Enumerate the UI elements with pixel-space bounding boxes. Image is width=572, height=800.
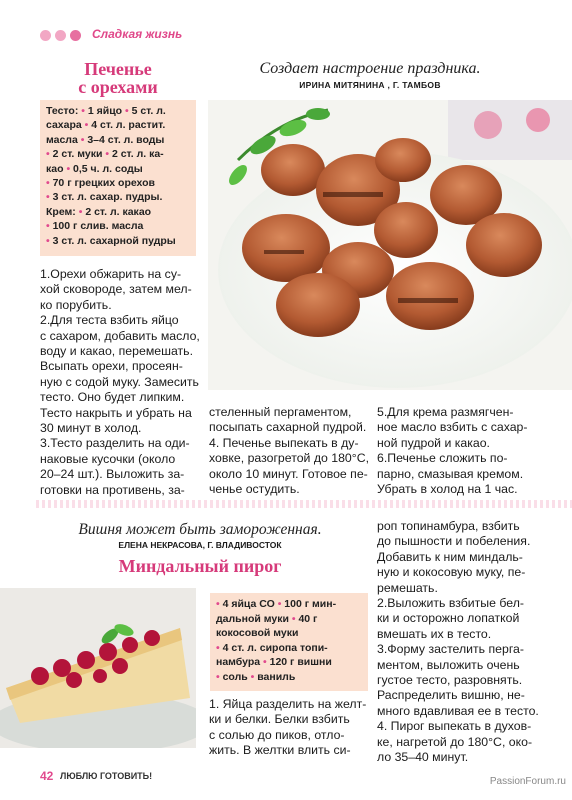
text-line: 5.Для крема размягчен- [377, 405, 514, 419]
ingredient-line [46, 205, 190, 219]
ingredient-text: 100 г мин- [284, 598, 337, 610]
text-line: Добавить к ним миндаль- [377, 549, 523, 564]
dot-icon [70, 30, 81, 41]
text-line: 4. Пирог выпекать в духов- [377, 719, 532, 734]
text-line: ную с содой муку. Замесить [40, 374, 199, 389]
recipe1-quote: Создает настроение праздника. [259, 60, 481, 77]
text-line: 3.Тесто разделить на оди- [40, 436, 190, 451]
text-line: Всыпать орехи, просеян- [40, 359, 183, 374]
bullet-icon: • [216, 641, 223, 654]
bullet-icon: • [84, 119, 92, 132]
ingredient-text: Тесто: [46, 105, 82, 117]
text-line: готовки на противень, за- [40, 482, 185, 497]
recipe2-steps-col3 [377, 519, 549, 766]
bullet-icon: • [46, 191, 53, 204]
ingredient-line [46, 118, 190, 132]
text-line: 30 минут в холод. [40, 421, 142, 436]
ingredient-line [216, 641, 362, 656]
bullet-icon: • [124, 105, 132, 117]
text-line: ной пудрой и какао. [377, 435, 490, 450]
section-label: Сладкая жизнь [92, 27, 183, 41]
recipe1-steps-col3 [377, 405, 547, 497]
ingredient-text: 40 г [298, 612, 318, 625]
page-number: 42 [40, 769, 54, 783]
text-line: ке, нагретой до 180°C, око- [377, 734, 533, 749]
ingredient-line [216, 597, 362, 612]
ingredient-text: 3 ст. л. сахар. пудры. [52, 191, 163, 204]
ingredient-text: 3–4 ст. л. воды [87, 133, 165, 146]
recipe2-quote: Вишня может быть замороженная. [78, 521, 322, 538]
recipe1-ingredients [40, 100, 196, 256]
text-line: 20–24 шт.). Выложить за- [40, 467, 185, 482]
cookies-photo [208, 100, 572, 390]
text-line: ную и кокосовую муку, пе- [377, 565, 526, 580]
ingredient-text: масла [46, 133, 81, 146]
ingredient-text: 2 ст. л. ка- [111, 148, 164, 161]
ingredient-line [46, 190, 190, 204]
ingredient-text: 4 яйца СО [222, 598, 278, 610]
ingredient-line [216, 612, 362, 627]
ingredient-line [46, 219, 190, 233]
ingredient-line [46, 176, 190, 190]
text-line: ховке, разогретой до 180°C, [209, 451, 369, 466]
ingredient-text: 1 яйцо [87, 105, 125, 117]
ingredient-text: 120 г вишни [269, 656, 332, 669]
bullet-icon: • [78, 205, 86, 218]
bullet-icon: • [250, 670, 258, 683]
text-line: ки и белки. Белки взбить [209, 712, 350, 727]
recipe2-ingredients [210, 593, 368, 691]
source-watermark: PassionForum.ru [489, 776, 566, 787]
text-line: парно, смазывая кремом. [377, 466, 524, 481]
text-line: стеленный пергаментом, [209, 405, 352, 419]
bullet-icon: • [46, 220, 53, 233]
text-line: ное масло взбить с сахар- [377, 420, 528, 435]
text-line: 3.Форму застелить перга- [377, 642, 524, 657]
text-line: 1. Яйца разделить на желт- [209, 697, 367, 711]
ingredient-line [46, 234, 190, 248]
text-line: роп топинамбура, взбить [377, 519, 520, 533]
ingredient-text: као [46, 162, 67, 175]
text-line: до пышности и побеления. [377, 534, 531, 549]
recipe1-title [38, 60, 198, 96]
text-line: много вдавливая ее в тесто. [377, 703, 539, 718]
text-line: около 10 минут. Готовое пе- [209, 466, 368, 481]
text-line: посыпать сахарной пудрой. [209, 420, 367, 435]
text-line: жить. В желтки влить си- [209, 743, 351, 758]
dot-icon [55, 30, 66, 41]
magazine-name: ЛЮБЛЮ ГОТОВИТЬ! [60, 771, 153, 781]
bullet-icon: • [81, 105, 88, 117]
text-line: Тесто накрыть и убрать на [40, 405, 192, 420]
recipe1-title-line1: Печенье [84, 59, 152, 79]
ingredient-text: Крем: [46, 205, 79, 218]
dot-icon [40, 30, 51, 41]
section-dots [40, 30, 81, 41]
ingredient-text: соль [222, 670, 251, 683]
ingredient-text: 3 ст. л. сахарной пудры [52, 234, 176, 247]
ingredient-text: ваниль [257, 670, 296, 683]
ingredient-text: 70 г грецких орехов [52, 177, 156, 190]
recipe1-author: ИРИНА МИТЯНИНА , Г. ТАМБОВ [299, 80, 441, 90]
ingredient-line [46, 147, 190, 161]
text-line: густое тесто, разровнять. [377, 673, 523, 688]
recipe1-steps-col1 [40, 267, 208, 498]
bullet-icon: • [66, 162, 74, 175]
ingredient-text: 2 ст. муки [52, 148, 106, 161]
ingredient-text: 5 ст. л. [131, 105, 166, 117]
bullet-icon: • [105, 148, 112, 161]
text-line: ки и осторожно лопаткой [377, 611, 520, 626]
ingredient-line [216, 626, 362, 641]
ingredient-line [46, 162, 190, 176]
bullet-icon: • [46, 234, 53, 247]
text-line: наковые кусочки (около [40, 451, 176, 466]
ingredient-text: 100 г слив. масла [52, 220, 144, 233]
bullet-icon: • [216, 670, 223, 683]
ingredient-text: кокосовой муки [216, 627, 299, 640]
text-line: тесто. Оно будет липким. [40, 390, 185, 405]
recipe1-title-line2: с орехами [78, 77, 158, 97]
bullet-icon: • [277, 598, 285, 610]
recipe2-steps-col2 [209, 697, 377, 759]
ingredient-text: 4 ст. л. сиропа топи- [222, 641, 328, 654]
text-line: вмешать их в тесто. [377, 626, 492, 641]
text-line: с солью до пиков, отло- [209, 727, 345, 742]
text-line: ментом, выложить очень [377, 657, 520, 672]
bullet-icon: • [46, 148, 53, 161]
text-line: с сахаром, добавить масло, [40, 328, 200, 343]
text-line: ко порубить. [40, 297, 112, 312]
text-line: ремешать. [377, 580, 438, 595]
recipe1-steps-col2 [209, 405, 377, 497]
ingredient-text: дальной муки [216, 612, 292, 625]
pie-photo [0, 588, 196, 748]
text-line: Распределить вишню, не- [377, 688, 525, 703]
bullet-icon: • [263, 656, 270, 669]
cookies-illustration [208, 100, 572, 390]
ingredient-text: сахара [46, 119, 85, 132]
ingredient-text: 0,5 ч. л. соды [73, 162, 143, 175]
ingredient-line [216, 670, 362, 685]
pie-illustration [0, 588, 196, 748]
ingredient-text: 4 ст. л. растит. [91, 119, 166, 132]
text-line: 2.Для теста взбить яйцо [40, 313, 179, 328]
bullet-icon: • [216, 598, 223, 610]
text-line: хой сковороде, затем мел- [40, 282, 192, 297]
section-divider [36, 500, 572, 508]
ingredient-line [216, 655, 362, 670]
recipe2-author: ЕЛЕНА НЕКРАСОВА, Г. ВЛАДИВОСТОК [118, 540, 282, 550]
recipe2-title: Миндальный пирог [118, 556, 282, 576]
text-line: ченье остудить. [209, 482, 300, 497]
text-line: воду и какао, перемешать. [40, 344, 193, 359]
text-line: 6.Печенье сложить по- [377, 451, 508, 466]
bullet-icon: • [291, 612, 299, 625]
bullet-icon: • [80, 133, 88, 146]
text-line: Убрать в холод на 1 час. [377, 482, 518, 497]
text-line: 1.Орехи обжарить на су- [40, 267, 182, 281]
ingredient-text: 2 ст. л. какао [85, 205, 152, 218]
bullet-icon: • [46, 177, 53, 190]
text-line: 2.Выложить взбитые бел- [377, 596, 524, 611]
ingredient-line [46, 104, 190, 118]
ingredient-line [46, 133, 190, 147]
text-line: ло 35–40 минут. [377, 750, 469, 765]
ingredient-text: намбура [216, 656, 264, 669]
text-line: 4. Печенье выпекать в ду- [209, 435, 359, 450]
